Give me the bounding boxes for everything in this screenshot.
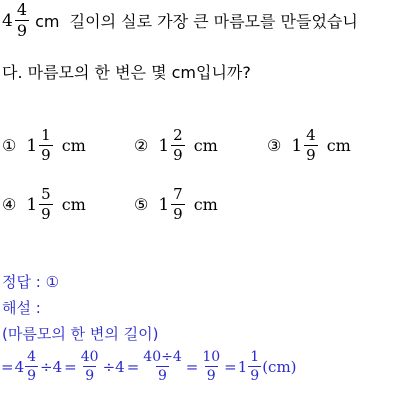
choice-denominator: 9 bbox=[173, 205, 183, 223]
answer-label: 정답 : ① bbox=[2, 273, 60, 291]
explanation-caption: (마름모의 한 변의 길이) bbox=[2, 325, 159, 343]
calc-divide-2: ÷4 bbox=[102, 357, 125, 376]
calc-result-fraction bbox=[248, 350, 261, 383]
calc-term-1-denominator: 9 bbox=[27, 368, 37, 384]
choice-numerator: 5 bbox=[41, 185, 51, 203]
choice-whole: 1 bbox=[158, 135, 170, 156]
calc-term-3-fraction bbox=[141, 350, 183, 383]
choice-whole: 1 bbox=[291, 135, 303, 156]
equals-sign: = bbox=[126, 357, 140, 376]
choice-whole: 1 bbox=[26, 135, 38, 156]
choice-denominator: 9 bbox=[173, 146, 183, 164]
choice-fraction bbox=[304, 128, 318, 163]
calc-term-2-fraction bbox=[79, 350, 101, 383]
choice-fraction bbox=[171, 128, 185, 163]
calc-divide-1: ÷4 bbox=[40, 357, 63, 376]
choice-numerator: 7 bbox=[173, 185, 183, 203]
choice-mark: ① bbox=[2, 136, 17, 155]
calc-term-4-fraction bbox=[200, 350, 222, 383]
calc-result-whole: 1 bbox=[237, 357, 248, 376]
question-whole: 4 bbox=[2, 10, 13, 31]
choice-unit: cm bbox=[193, 136, 218, 155]
choice-denominator: 9 bbox=[41, 146, 51, 164]
choice-whole: 1 bbox=[26, 194, 38, 215]
choice-numerator: 1 bbox=[41, 126, 51, 144]
choice-fraction bbox=[171, 187, 185, 222]
choice-mark: ② bbox=[134, 136, 149, 155]
calc-term-1-whole: 4 bbox=[14, 357, 25, 376]
choice-numerator: 4 bbox=[306, 126, 316, 144]
calc-result-denominator: 9 bbox=[250, 368, 260, 384]
explanation-label: 해설 : bbox=[2, 299, 41, 317]
equals-sign: = bbox=[185, 357, 199, 376]
choice-unit: cm bbox=[193, 195, 218, 214]
equals-sign: = bbox=[1, 357, 14, 376]
calc-term-4-numerator: 10 bbox=[202, 349, 221, 365]
question-line-1 bbox=[2, 2, 358, 39]
choice-numerator: 2 bbox=[173, 126, 183, 144]
choice-denominator: 9 bbox=[41, 205, 51, 223]
choice-unit: cm bbox=[61, 195, 86, 214]
calc-term-1-numerator: 4 bbox=[27, 349, 37, 365]
question-numerator: 4 bbox=[16, 0, 28, 19]
choice-unit: cm bbox=[61, 136, 86, 155]
choice-mark: ③ bbox=[267, 136, 282, 155]
question-denominator: 9 bbox=[16, 21, 28, 40]
equals-sign: = bbox=[224, 357, 237, 376]
calc-term-2-denominator: 9 bbox=[85, 368, 95, 384]
choice-unit: cm bbox=[326, 136, 351, 155]
question-fraction bbox=[15, 2, 29, 39]
choice-fraction bbox=[39, 128, 53, 163]
choice-mark: ⑤ bbox=[134, 195, 149, 214]
choice-mark: ④ bbox=[2, 195, 17, 214]
choice-5[interactable] bbox=[134, 187, 218, 222]
choice-1[interactable] bbox=[2, 128, 86, 163]
calc-term-3-denominator: 9 bbox=[158, 368, 167, 384]
choice-2[interactable] bbox=[134, 128, 218, 163]
choice-3[interactable] bbox=[267, 128, 351, 163]
calculation-line bbox=[0, 350, 297, 383]
choice-4[interactable] bbox=[2, 187, 86, 222]
equals-sign: = bbox=[64, 357, 77, 376]
calc-term-2-numerator: 40 bbox=[80, 349, 99, 365]
choice-fraction bbox=[39, 187, 53, 222]
calc-unit: (cm) bbox=[262, 357, 297, 376]
question-line-2: 다. 마름모의 한 변은 몇 cm입니까? bbox=[2, 63, 251, 82]
calc-term-4-denominator: 9 bbox=[206, 368, 216, 384]
choice-whole: 1 bbox=[158, 194, 170, 215]
calc-result-numerator: 1 bbox=[250, 349, 260, 365]
question-text-1: cm 길이의 실로 가장 큰 마름모를 만들었습니 bbox=[30, 12, 358, 31]
choice-denominator: 9 bbox=[306, 146, 316, 164]
calc-term-1-fraction bbox=[25, 350, 38, 383]
calc-term-3-numerator: 40÷4 bbox=[143, 349, 182, 365]
